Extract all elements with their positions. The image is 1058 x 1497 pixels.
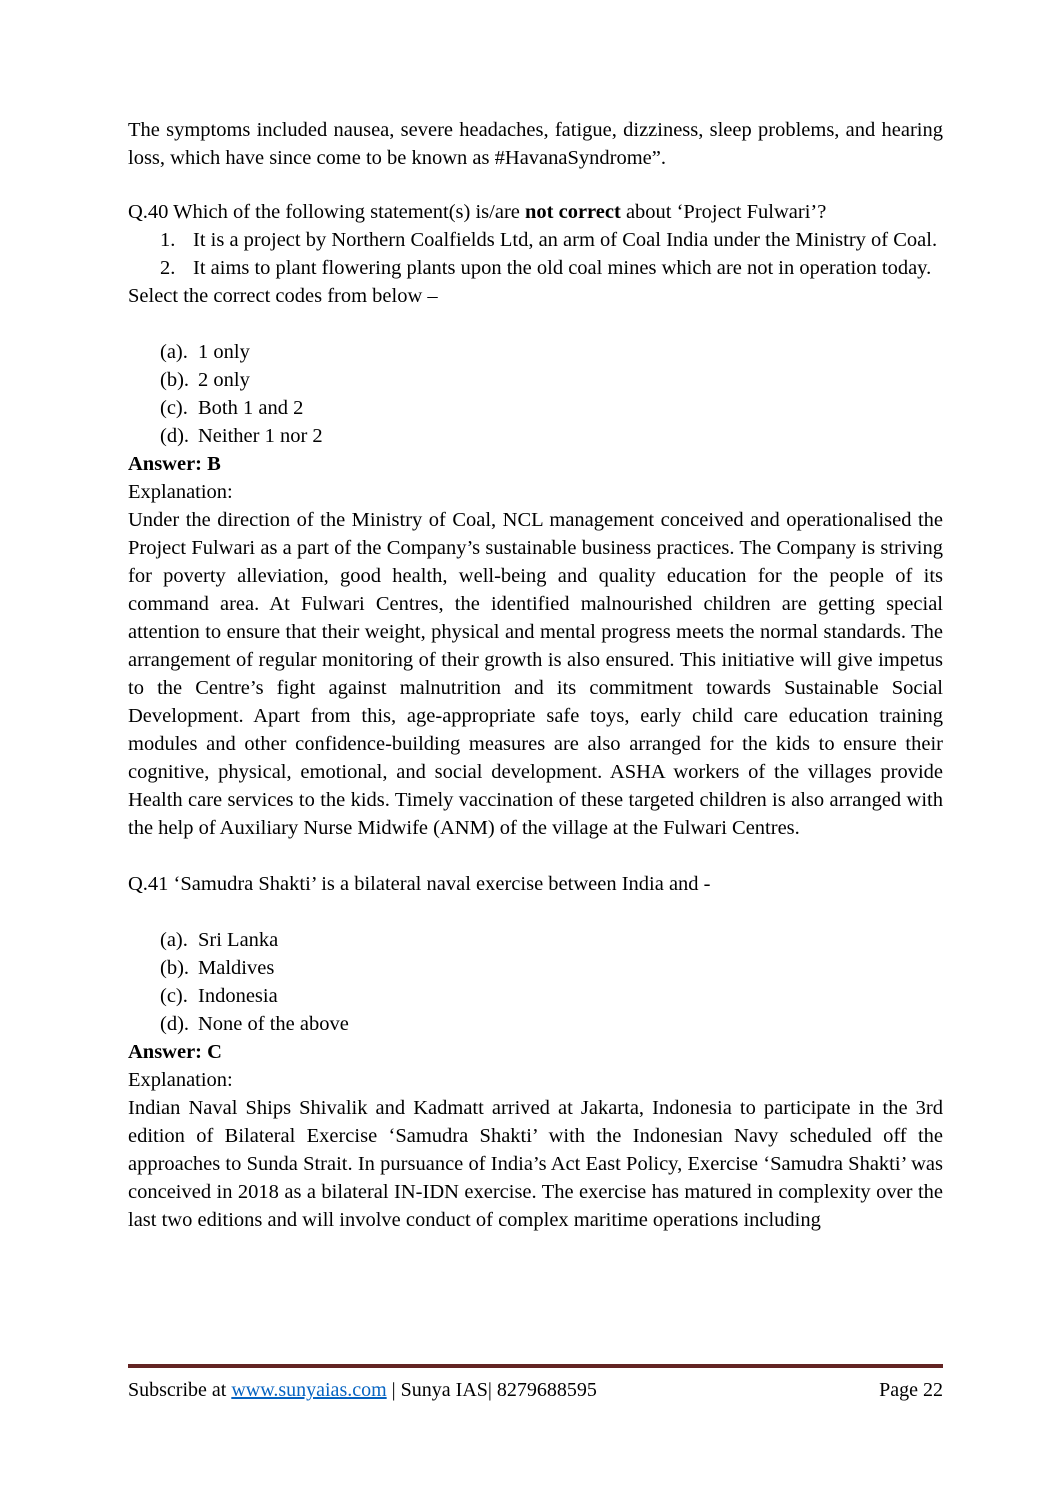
option-marker: (b). xyxy=(160,369,190,391)
q40-select-line: Select the correct codes from below – xyxy=(128,285,438,307)
q40-explanation: Under the direction of the Ministry of Coal, NCL management conceived and operationalised the Project Fulwari as a part of the Company’s sustainable business practices. The Company is striving for poverty alleviation, good health, well-being and quality education for the people of its command area. At Fulwari Centres, the identified malnourished children are getting special attention to ensure that their weight, physical and mental progress meets the normal standards. The arrangement of regular monitoring of their growth is also ensured. This initiative will give impetus to the Centre’s fight against malnutrition and its commitment towards Sustainable Social Development. Apart from this, age-appropriate safe toys, early child care education training modules and other confidence-building measures are also arranged for the kids to ensure their cognitive, physical, emotional, and social development. ASHA workers of the villages provide Health care services to the kids. Timely vaccination of these targeted children is also arranged with the help of Auxiliary Nurse Midwife (ANM) of the village at the Fulwari Centres. xyxy=(128,509,943,839)
statement-item xyxy=(160,254,943,282)
q41-options xyxy=(128,926,943,1038)
q40-question-suffix: about ‘Project Fulwari’? xyxy=(620,201,827,223)
q40-answer: Answer: B xyxy=(128,453,221,475)
footer-text-prefix: Subscribe at xyxy=(128,1379,232,1401)
footer-text-suffix: | Sunya IAS| 8279688595 xyxy=(386,1379,597,1401)
option-marker: (d). xyxy=(160,1013,190,1035)
page-content xyxy=(128,116,943,1234)
statement-text: It aims to plant flowering plants upon the old coal mines which are not in operation today. xyxy=(193,257,932,279)
option-marker: (d). xyxy=(160,425,190,447)
option-text: None of the above xyxy=(198,1013,349,1035)
option-row xyxy=(160,394,943,422)
q41-explanation-label: Explanation: xyxy=(128,1069,233,1091)
statement-number: 2. xyxy=(160,257,176,279)
option-row xyxy=(160,982,943,1010)
option-row xyxy=(160,926,943,954)
option-row xyxy=(160,954,943,982)
q40-statements xyxy=(128,226,943,282)
option-marker: (b). xyxy=(160,957,190,979)
option-row xyxy=(160,1010,943,1038)
q40-question-prefix: Q.40 Which of the following statement(s) is/are xyxy=(128,201,525,223)
option-row xyxy=(160,338,943,366)
q41-answer: Answer: C xyxy=(128,1041,222,1063)
option-row xyxy=(160,422,943,450)
option-marker: (c). xyxy=(160,397,188,419)
q40-options xyxy=(128,338,943,450)
option-text: 2 only xyxy=(198,369,250,391)
q40-question xyxy=(128,198,943,226)
q40-question-bold: not correct xyxy=(525,201,621,223)
option-row xyxy=(160,366,943,394)
page-footer xyxy=(128,1364,943,1403)
q41-explanation: Indian Naval Ships Shivalik and Kadmatt arrived at Jakarta, Indonesia to participate in the 3rd edition of Bilateral Exercise ‘Samudra Shakti’ with the Indonesian Navy scheduled off the approaches to Sunda Strait. In pursuance of India’s Act East Policy, Exercise ‘Samudra Shakti’ was conceived in 2018 as a bilateral IN-IDN exercise. The exercise has matured in complexity over the last two editions and will involve conduct of complex maritime operations including xyxy=(128,1097,943,1231)
statement-number: 1. xyxy=(160,229,176,251)
footer-divider xyxy=(128,1364,943,1368)
option-marker: (c). xyxy=(160,985,188,1007)
footer-website-link[interactable]: www.sunyaias.com xyxy=(231,1379,387,1401)
intro-paragraph: The symptoms included nausea, severe headaches, fatigue, dizziness, sleep problems, and hearing loss, which have since come to be known as #HavanaSyndrome”. xyxy=(128,119,943,169)
option-text: Neither 1 nor 2 xyxy=(198,425,323,447)
footer-page-number: Page 22 xyxy=(879,1379,943,1401)
footer-row xyxy=(128,1377,943,1403)
q40-explanation-label: Explanation: xyxy=(128,481,233,503)
option-marker: (a). xyxy=(160,341,188,363)
option-text: 1 only xyxy=(198,341,250,363)
statement-text: It is a project by Northern Coalfields Ltd, an arm of Coal India under the Ministry of Coal. xyxy=(193,229,938,251)
option-text: Both 1 and 2 xyxy=(198,397,304,419)
footer-subscribe-text xyxy=(128,1377,597,1403)
option-marker: (a). xyxy=(160,929,188,951)
q41-question: Q.41 ‘Samudra Shakti’ is a bilateral naval exercise between India and - xyxy=(128,873,711,895)
option-text: Indonesia xyxy=(198,985,278,1007)
option-text: Sri Lanka xyxy=(198,929,279,951)
option-text: Maldives xyxy=(198,957,275,979)
statement-item xyxy=(160,226,943,254)
